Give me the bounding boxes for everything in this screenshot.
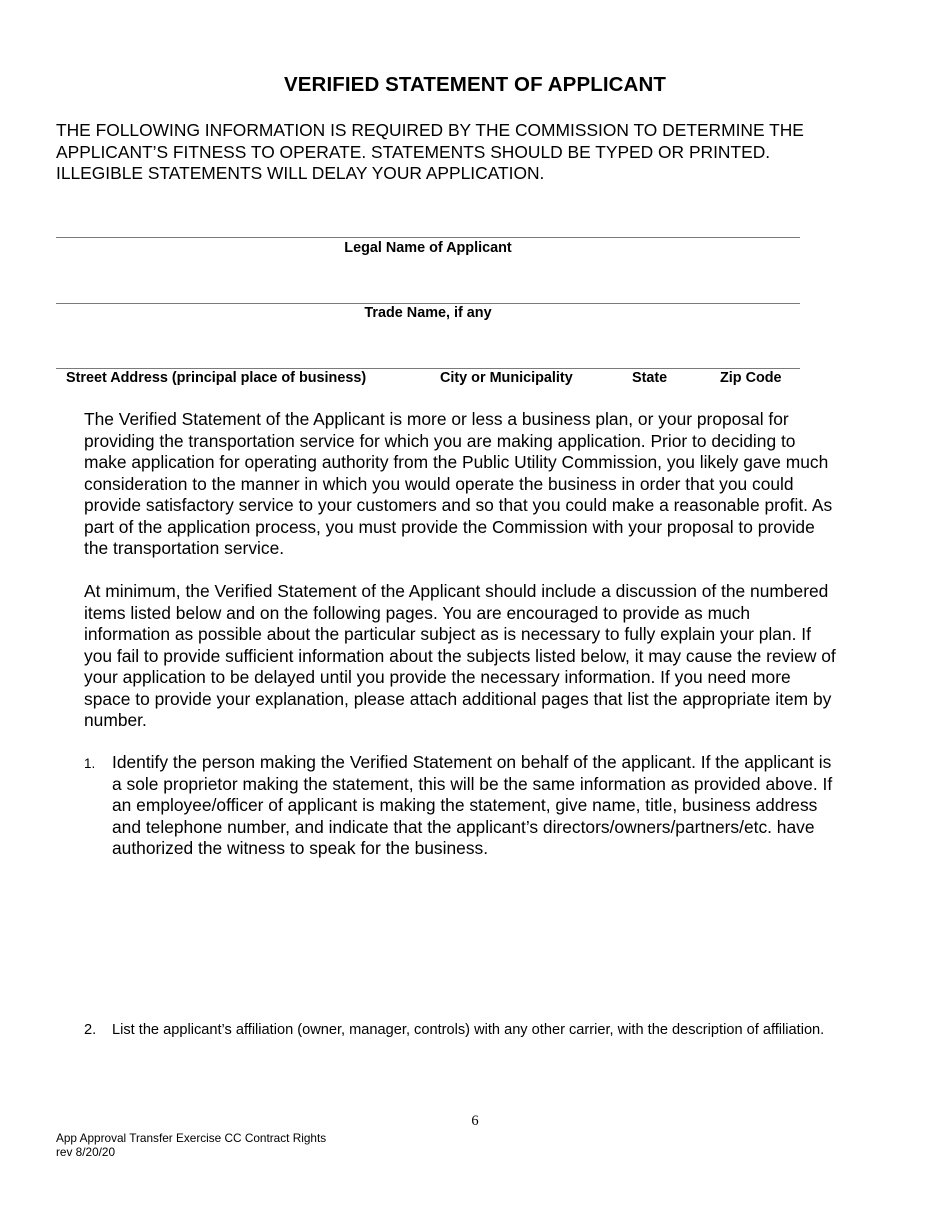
paragraph-line: items listed below and on the following pages. You are encouraged to provide as much <box>84 602 751 623</box>
explanation-paragraph <box>84 409 899 560</box>
item-2-response-area[interactable] <box>112 1048 892 1103</box>
minimum-requirements-paragraph <box>84 581 899 732</box>
item-text <box>112 752 832 860</box>
address-field-line[interactable] <box>56 368 800 369</box>
item-line: authorized the witness to speak for the business. <box>112 838 489 858</box>
item-line: an employee/officer of applicant is making the statement, give name, title, business address <box>112 795 818 815</box>
item-1-response-area[interactable] <box>112 870 892 1010</box>
item-number: 2. <box>84 1022 97 1038</box>
paragraph-line: you fail to provide sufficient information about the subjects listed below, it may cause the review of <box>84 645 836 666</box>
city-label: City or Municipality <box>440 370 573 386</box>
state-label: State <box>632 370 668 386</box>
paragraph-line: providing the transportation service for which you are making application. Prior to deciding to <box>84 430 796 451</box>
trade-name-field-line[interactable] <box>56 303 800 304</box>
paragraph-line: At minimum, the Verified Statement of the Applicant should include a discussion of the numbered <box>84 581 829 601</box>
paragraph-line: space to provide your explanation, please attach additional pages that list the appropriate item by <box>84 688 832 709</box>
footer-form-name: App Approval Transfer Exercise CC Contract Rights <box>56 1131 327 1145</box>
item-text: List the applicant’s affiliation (owner, manager, controls) with any other carrier, with the description of affiliation. <box>112 1022 825 1038</box>
item-line: a sole proprietor making the statement, this will be the same information as provided above. If <box>112 773 833 794</box>
intro-line: ILLEGIBLE STATEMENTS WILL DELAY YOUR APPLICATION. <box>56 163 545 184</box>
page-number: 6 <box>471 1113 479 1129</box>
paragraph-line: your application to be delayed until you provide the necessary information. If you need more <box>84 667 791 687</box>
paragraph-line: information as possible about the particular subject as is necessary to fully explain your plan. If <box>84 624 811 644</box>
zip-code-label: Zip Code <box>720 370 782 386</box>
legal-name-label: Legal Name of Applicant <box>344 240 512 256</box>
paragraph-line: make application for operating authority from the Public Utility Commission, you likely gave much <box>84 452 829 472</box>
paragraph-line: number. <box>84 710 147 730</box>
paragraph-line: The Verified Statement of the Applicant is more or less a business plan, or your proposal for <box>84 409 789 429</box>
paragraph-line: consideration to the manner in which you would operate the business in order that you could <box>84 473 794 494</box>
item-line: Identify the person making the Verified Statement on behalf of the applicant. If the applicant is <box>112 752 832 772</box>
trade-name-label: Trade Name, if any <box>364 305 492 321</box>
paragraph-line: part of the application process, you must provide the Commission with your proposal to provide <box>84 516 815 537</box>
street-address-label: Street Address (principal place of business) <box>66 370 367 386</box>
footer-revision: rev 8/20/20 <box>56 1145 116 1159</box>
item-line: and telephone number, and indicate that the applicant’s directors/owners/partners/etc. have <box>112 816 815 837</box>
footer <box>56 1131 326 1159</box>
item-number: 1. <box>84 756 96 771</box>
paragraph-line: provide satisfactory service to your customers and so that you could make a reasonable profit. As <box>84 495 833 515</box>
intro-line: APPLICANT’S FITNESS TO OPERATE. STATEMENTS SHOULD BE TYPED OR PRINTED. <box>56 141 771 162</box>
legal-name-field-line[interactable] <box>56 237 800 238</box>
intro-line: THE FOLLOWING INFORMATION IS REQUIRED BY THE COMMISSION TO DETERMINE THE <box>56 120 804 140</box>
document-title: VERIFIED STATEMENT OF APPLICANT <box>284 73 666 96</box>
paragraph-line: the transportation service. <box>84 538 285 558</box>
intro-instructions <box>56 120 916 185</box>
